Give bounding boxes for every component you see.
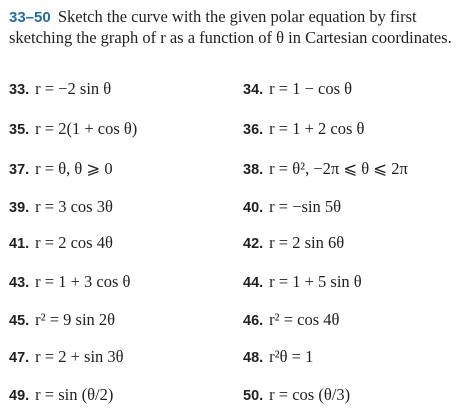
problem-36 bbox=[243, 118, 364, 140]
problem-48 bbox=[243, 346, 313, 368]
problem-equation: r = 3 cos 3θ bbox=[35, 197, 113, 216]
problem-number: 50. bbox=[243, 388, 264, 404]
problem-number: 33. bbox=[9, 82, 30, 98]
problem-number: 34. bbox=[243, 82, 264, 98]
problem-equation: r = θ², −2π ⩽ θ ⩽ 2π bbox=[269, 159, 408, 178]
problem-number: 49. bbox=[9, 388, 30, 404]
problem-33 bbox=[9, 78, 111, 100]
problem-49 bbox=[9, 384, 113, 406]
problem-41 bbox=[9, 232, 113, 254]
problem-equation: r = 1 + 5 sin θ bbox=[269, 272, 362, 291]
problem-number: 48. bbox=[243, 350, 264, 366]
problem-number: 41. bbox=[9, 236, 30, 252]
problem-equation: r = 1 − cos θ bbox=[269, 79, 353, 98]
problem-equation: r = 2 + sin 3θ bbox=[35, 347, 124, 366]
exercise-range: 33–50 bbox=[9, 9, 51, 26]
problem-38 bbox=[243, 158, 408, 180]
problem-number: 43. bbox=[9, 275, 30, 291]
problem-35 bbox=[9, 118, 137, 140]
problem-equation: r = 2(1 + cos θ) bbox=[35, 119, 138, 138]
problem-equation: r = cos (θ/3) bbox=[269, 385, 351, 404]
problem-46 bbox=[243, 309, 339, 331]
problem-50 bbox=[243, 384, 350, 406]
problem-47 bbox=[9, 346, 124, 368]
problem-number: 36. bbox=[243, 122, 264, 138]
problem-45 bbox=[9, 309, 115, 331]
problem-equation: r²θ = 1 bbox=[269, 347, 314, 366]
problem-number: 35. bbox=[9, 122, 30, 138]
problem-number: 37. bbox=[9, 162, 30, 178]
problem-39 bbox=[9, 196, 113, 218]
problem-equation: r = 2 sin 6θ bbox=[269, 233, 345, 252]
problem-42 bbox=[243, 232, 344, 254]
problem-equation: r = sin (θ/2) bbox=[35, 385, 114, 404]
problem-equation: r = θ, θ ⩾ 0 bbox=[35, 159, 113, 178]
problem-equation: r² = cos 4θ bbox=[269, 310, 340, 329]
problem-equation: r = 1 + 3 cos θ bbox=[35, 272, 131, 291]
problem-equation: r = 1 + 2 cos θ bbox=[269, 119, 365, 138]
exercise-instruction: Sketch the curve with the given polar equation by first sketching the graph of r as a function of θ in Cartesian coordinates. bbox=[9, 7, 452, 47]
problem-44 bbox=[243, 271, 362, 293]
problem-34 bbox=[243, 78, 352, 100]
problem-37 bbox=[9, 158, 113, 180]
problem-number: 42. bbox=[243, 236, 264, 252]
problem-equation: r = −sin 5θ bbox=[269, 197, 342, 216]
problem-43 bbox=[9, 271, 130, 293]
problem-equation: r = −2 sin θ bbox=[35, 79, 112, 98]
problem-number: 45. bbox=[9, 313, 30, 329]
problem-number: 47. bbox=[9, 350, 30, 366]
problem-number: 39. bbox=[9, 200, 30, 216]
problem-number: 46. bbox=[243, 313, 264, 329]
problem-equation: r = 2 cos 4θ bbox=[35, 233, 113, 252]
problem-40 bbox=[243, 196, 341, 218]
problem-number: 38. bbox=[243, 162, 264, 178]
problem-equation: r² = 9 sin 2θ bbox=[35, 310, 116, 329]
problem-number: 40. bbox=[243, 200, 264, 216]
exercise-header bbox=[9, 7, 457, 48]
problem-number: 44. bbox=[243, 275, 264, 291]
